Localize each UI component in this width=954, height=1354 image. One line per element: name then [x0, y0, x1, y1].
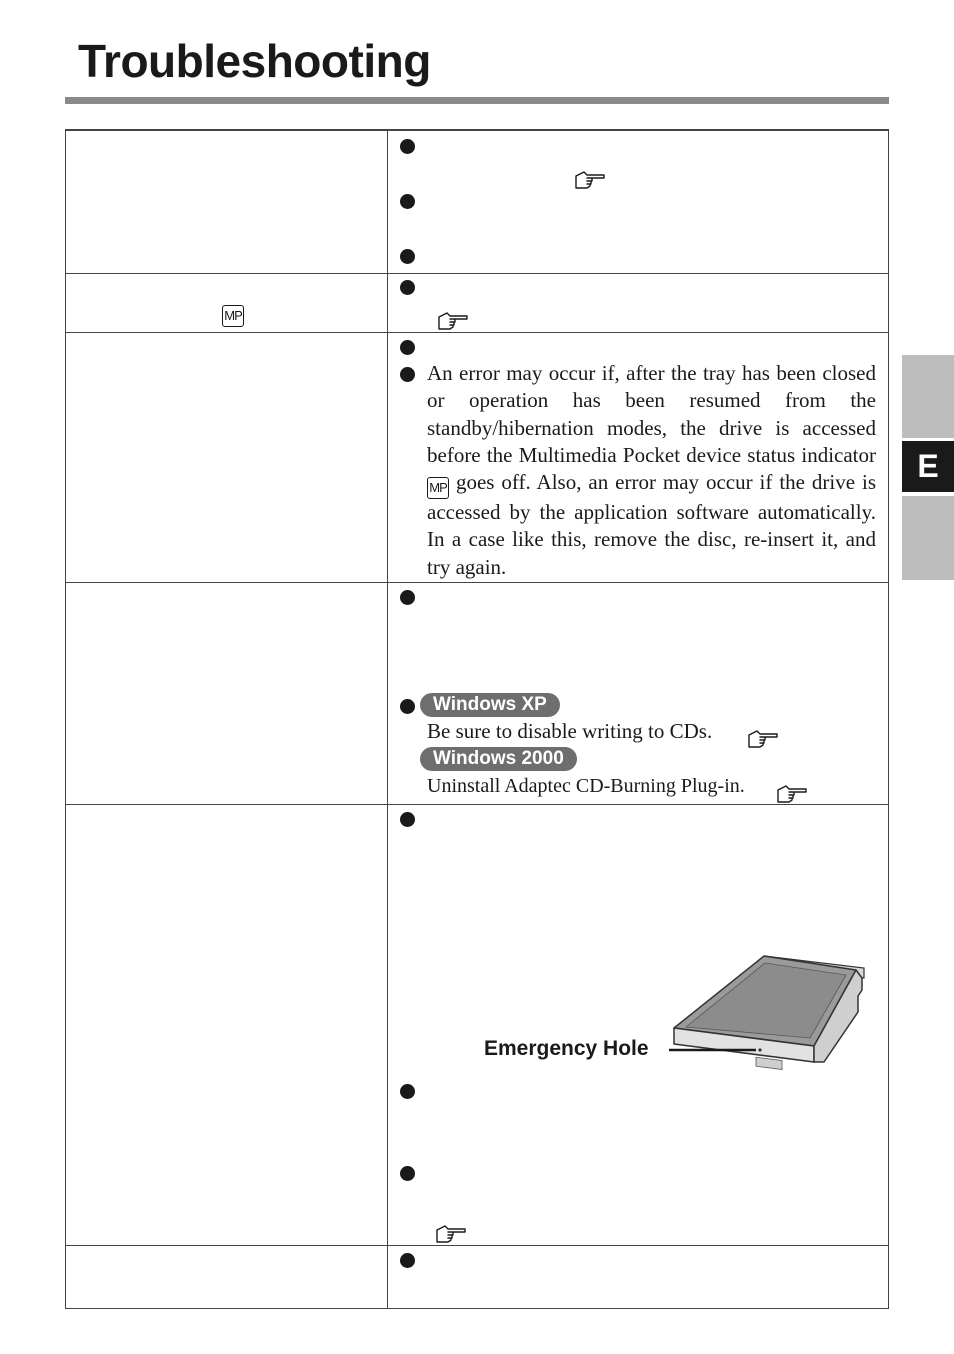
disc-error-text-continued: goes off. Also, an error may occur if the drive is accessed by the application software automatically. In a case like this, remove the disc, re-insert it, and try again. [427, 470, 877, 579]
windows-xp-instruction: Be sure to disable writing to CDs. [427, 719, 713, 743]
section-tab-upper[interactable] [902, 355, 954, 438]
section-tab-e[interactable]: E [902, 441, 954, 492]
bullet-icon [400, 1084, 415, 1099]
disc-error-text: An error may occur if, after the tray has been closed or operation has been resumed from the standby/hibernation modes, the drive is accessed before the Multimedia Pocket device status indicator [427, 361, 876, 467]
table-border-top [65, 129, 889, 131]
row-divider [65, 332, 889, 333]
title-underline [65, 97, 889, 104]
windows-xp-badge: Windows XP [420, 693, 560, 717]
cd-drive-illustration [664, 950, 874, 1072]
bullet-icon [400, 139, 415, 154]
row-divider [65, 804, 889, 805]
bullet-icon [400, 812, 415, 827]
disc-error-paragraph [427, 360, 876, 581]
pointing-hand-icon[interactable] [436, 309, 470, 333]
bullet-icon [400, 1166, 415, 1181]
pointing-hand-icon[interactable] [573, 168, 607, 192]
table-border-bottom [65, 1308, 889, 1309]
pointing-hand-icon[interactable] [746, 727, 780, 751]
bullet-icon [400, 1253, 415, 1268]
mp-indicator-icon: MP [222, 305, 244, 327]
bullet-icon [400, 249, 415, 264]
emergency-hole-dot [758, 1048, 761, 1051]
bullet-icon [400, 367, 415, 382]
page-title: Troubleshooting [78, 35, 431, 87]
windows-2000-badge: Windows 2000 [420, 747, 577, 771]
row-divider [65, 273, 889, 274]
table-border-left [65, 129, 66, 1309]
bullet-icon [400, 590, 415, 605]
bullet-icon [400, 194, 415, 209]
emergency-hole-label: Emergency Hole [484, 1037, 649, 1060]
bullet-icon [400, 280, 415, 295]
pointing-hand-icon[interactable] [775, 782, 809, 806]
section-tab-lower[interactable] [902, 496, 954, 580]
mp-indicator-icon: MP [427, 477, 449, 499]
row-divider [65, 1245, 889, 1246]
windows-2000-instruction: Uninstall Adaptec CD-Burning Plug-in. [427, 775, 745, 797]
table-border-right [888, 129, 889, 1309]
bullet-icon [400, 340, 415, 355]
pointing-hand-icon[interactable] [434, 1222, 468, 1246]
bullet-icon [400, 699, 415, 714]
row-divider [65, 582, 889, 583]
column-divider [387, 129, 388, 1309]
